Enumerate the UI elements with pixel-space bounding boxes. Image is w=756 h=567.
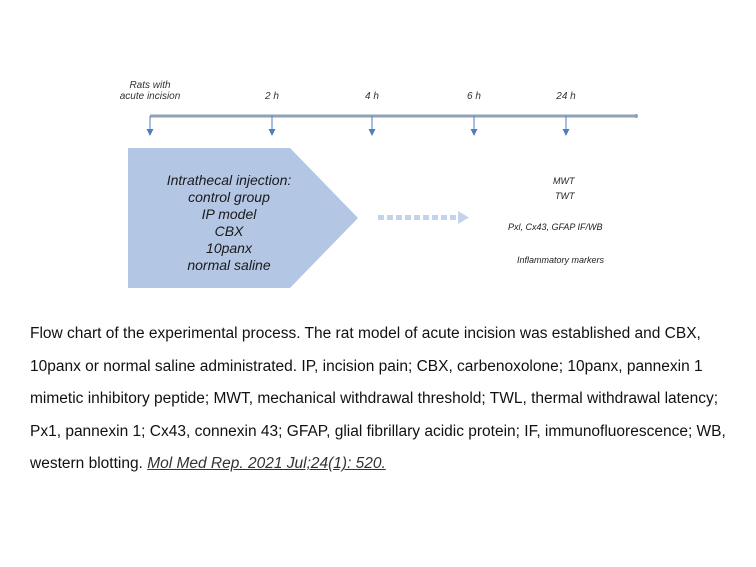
outcome-twt: TWT	[555, 191, 575, 201]
tick-arrow-2h	[269, 116, 276, 136]
timepoint-label-4h: 4 h	[365, 91, 379, 102]
figure-caption	[30, 318, 730, 481]
caption-text: Flow chart of the experimental process. The rat model of acute incision was established and CBX, 10panx or normal saline administrated. IP, incision pain; CBX, carbenoxolone; 10panx, pannexin 1 mimetic inhibitory peptide; MWT, mechanical withdrawal threshold; TWL, thermal withdrawal latency; Px1, pannexin 1; Cx43, connexin 43; GFAP, glial fibrillary acidic protein; IF, immunofluorescence; WB, western blotting.	[30, 325, 726, 473]
citation-link[interactable]: Mol Med Rep. 2021 Jul;24(1): 520.	[147, 455, 386, 473]
injection-box-title: Intrathecal injection:	[166, 172, 292, 188]
tick-arrow-4h	[369, 116, 376, 136]
timepoint-label-6h: 6 h	[467, 91, 481, 102]
group-control: control group	[188, 189, 270, 205]
tick-arrow-6h	[471, 116, 478, 136]
timepoint-label-24h: 24 h	[556, 91, 576, 102]
timepoint-label-2h: 2 h	[265, 91, 279, 102]
tick-arrow-24h	[563, 116, 570, 136]
timeline-end-dot	[634, 114, 638, 118]
group-cbx: CBX	[214, 223, 244, 239]
outcome-pxl-cx43-gfap: Pxl, Cx43, GFAP IF/WB	[508, 222, 603, 232]
timepoint-label-start: Rats with acute incision	[119, 80, 181, 102]
group-10panx: 10panx	[206, 240, 252, 256]
injection-box	[134, 172, 324, 274]
tick-arrow-0h	[147, 116, 154, 136]
outcome-mwt: MWT	[553, 176, 575, 186]
outcome-inflammatory-markers: Inflammatory markers	[517, 255, 605, 265]
group-ip-model: IP model	[201, 206, 257, 222]
group-normal-saline: normal saline	[187, 257, 271, 273]
dotted-arrow	[378, 211, 469, 224]
